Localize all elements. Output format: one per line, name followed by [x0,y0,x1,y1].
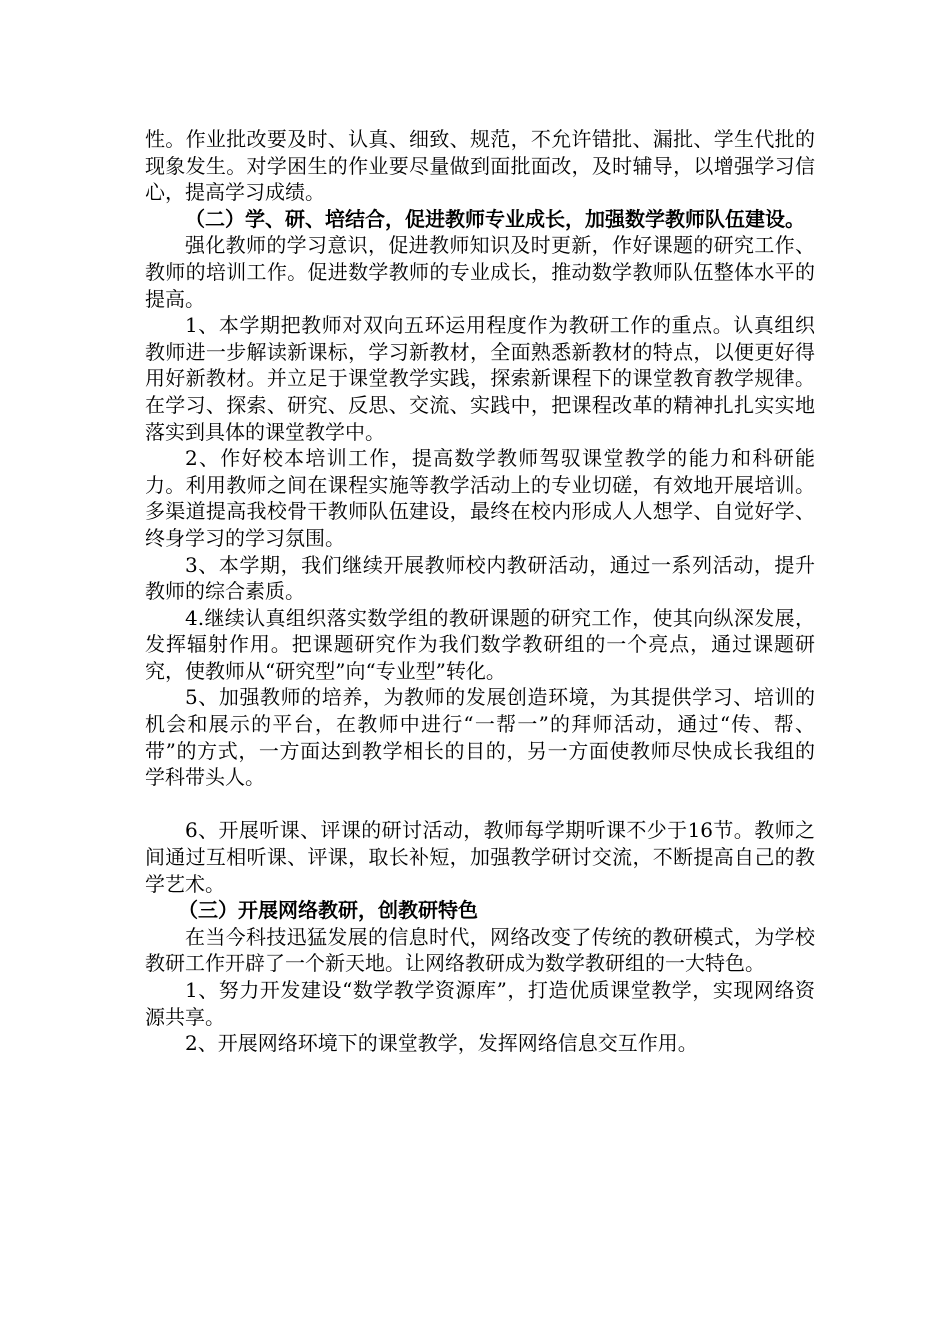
section-heading-two: （二）学、研、培结合，促进教师专业成长，加强数学教师队伍建设。 [185,206,805,231]
paragraph-intro: 强化教师的学习意识，促进教师知识及时更新，作好课题的研究工作、教师的培训工作。促进数学教师的专业成长，推动数学教师队伍整体水平的提高。 [145,233,815,311]
list-item-2: 2、作好校本培训工作，提高数学教师驾驭课堂教学的能力和科研能力。利用教师之间在课程实施等教学活动上的专业切磋，有效地开展培训。多渠道提高我校骨干教师队伍建设，最终在校内形成人人想学、自觉好学、终身学习的学习氛围。 [145,446,815,550]
list-item-6: 6、开展听课、评课的研讨活动，教师每学期听课不少于16节。教师之间通过互相听课、评课，取长补短，加强教学研讨交流，不断提高自己的教学艺术。 [145,818,815,896]
list-item-3: 3、本学期，我们继续开展教师校内教研活动，通过一系列活动，提升教师的综合素质。 [145,552,815,604]
list-item-1: 1、本学期把教师对双向五环运用程度作为教研工作的重点。认真组织教师进一步解读新课标，学习新教材，全面熟悉新教材的特点，以便更好得用好新教材。并立足于课堂教学实践，探索新课程下的课堂教育教学规律。在学习、探索、研究、反思、交流、实践中，把课程改革的精神扎扎实实地落实到具体的课堂教学中。 [145,313,815,444]
network-item-2: 2、开展网络环境下的课堂教学，发挥网络信息交互作用。 [185,1031,698,1056]
paragraph-continuation: 性。作业批改要及时、认真、细致、规范，不允许错批、漏批、学生代批的现象发生。对学困生的作业要尽量做到面批面改，及时辅导，以增强学习信心，提高学习成绩。 [145,127,815,205]
paragraph-network-intro: 在当今科技迅猛发展的信息时代，网络改变了传统的教研模式，为学校教研工作开辟了一个新天地。让网络教研成为数学教研组的一大特色。 [145,924,815,976]
list-item-4: 4.继续认真组织落实数学组的教研课题的研究工作，使其向纵深发展，发挥辐射作用。把课题研究作为我们数学教研组的一个亮点，通过课题研究，使教师从“研究型”向“专业型”转化。 [145,605,815,683]
list-item-5: 5、加强教师的培养，为教师的发展创造环境，为其提供学习、培训的机会和展示的平台，在教师中进行“一帮一”的拜师活动，通过“传、帮、带”的方式，一方面达到教学相长的目的，另一方面使教师尽快成长我组的学科带头人。 [145,685,815,790]
blank-line [145,791,815,818]
document-page [145,126,815,1057]
network-item-1: 1、努力开发建设“数学教学资源库”，打造优质课堂教学，实现网络资源共享。 [145,978,815,1029]
section-heading-three: （三）开展网络教研，创教研特色 [178,898,478,923]
